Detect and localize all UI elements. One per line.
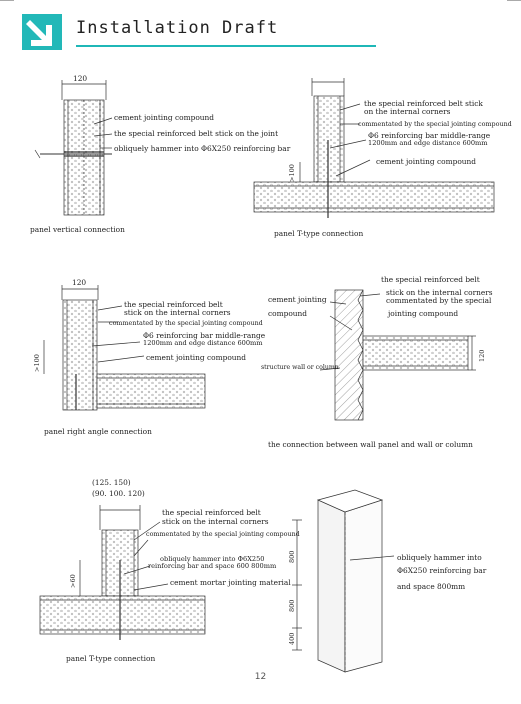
d3-label-3: commentated by the special jointing compound <box>109 319 263 327</box>
d3-dim-side: >100 <box>33 354 41 372</box>
d5-label-3: commentated by the special jointing compound <box>146 530 300 538</box>
d4-label-7: structure wall or column <box>261 364 339 371</box>
d3-label-2: stick on the internal corners <box>124 308 231 317</box>
d5-label-4: obliquely hammer into Φ6X250 <box>160 555 265 563</box>
d5-label-6: cement mortar jointing material <box>170 578 291 587</box>
d5-dim-line-1: (125. 150) <box>92 478 131 487</box>
d1-label-3: obliquely hammer into Φ6X250 reinforcing bar <box>114 144 291 153</box>
d2-label-6: cement jointing compound <box>376 157 477 166</box>
d1-label-2: the special reinforced belt stick on the joint <box>114 129 279 138</box>
page-number: 12 <box>254 672 267 682</box>
d2-label-1: the special reinforced belt stick <box>364 99 483 108</box>
d6-dim-1: 800 <box>288 550 296 563</box>
d2-label-3: commentated by the special jointing compound <box>358 120 512 128</box>
d2-label-4: Φ6 reinforcing bar middle-range <box>368 131 491 140</box>
d1-caption: panel vertical connection <box>30 225 125 234</box>
d4-caption: the connection between wall panel and wall or column <box>268 440 473 449</box>
d6-dim-2: 800 <box>288 599 296 612</box>
d3-label-5: 1200mm and edge distance 600mm <box>143 339 263 347</box>
d6-label-3: and space 800mm <box>397 582 466 591</box>
d4-label-6: compound <box>268 309 308 318</box>
d5-label-1: the special reinforced belt <box>162 508 261 517</box>
d3-label-4: Φ6 reinforcing bar middle-range <box>143 331 266 340</box>
d5-caption: panel T-type connection <box>66 654 156 663</box>
d2-label-5: 1200mm and edge distance 600mm <box>368 139 488 147</box>
d6-label-1: obliquely hammer into <box>397 553 482 562</box>
d5-dim-side: >60 <box>69 574 77 588</box>
d4-dim-side: 120 <box>478 349 486 362</box>
d5-dim-line-2: (90. 100. 120) <box>92 489 145 498</box>
d2-dim-side: >100 <box>288 164 296 182</box>
d6-label-2: Φ6X250 reinforcing bar <box>397 566 487 575</box>
d6-dim-3: 400 <box>288 632 296 645</box>
d4-label-2: stick on the internal corners <box>386 288 493 297</box>
d2-label-2: on the internal corners <box>364 107 451 116</box>
d2-caption: panel T-type connection <box>274 229 364 238</box>
d3-caption: panel right angle connection <box>44 427 152 436</box>
diagram-panel-perspective <box>292 490 394 672</box>
d5-label-5: reinforcing bar and space 600 800mm <box>148 562 277 570</box>
d4-label-1: the special reinforced belt <box>381 275 480 284</box>
d3-label-1: the special reinforced belt <box>124 300 223 309</box>
d4-label-3: commentated by the special <box>386 296 492 305</box>
d1-dim-top: 120 <box>73 74 88 83</box>
d3-dim-top: 120 <box>72 278 87 287</box>
d4-label-5: cement jointing <box>268 295 327 304</box>
page-title: Installation Draft <box>76 18 279 38</box>
d1-label-1: cement jointing compound <box>114 113 215 122</box>
d5-label-2: stick on the internal corners <box>162 517 269 526</box>
d4-label-4: jointing compound <box>388 309 459 318</box>
diagram-vertical-connection <box>35 80 112 215</box>
d3-label-6: cement jointing compound <box>146 353 247 362</box>
